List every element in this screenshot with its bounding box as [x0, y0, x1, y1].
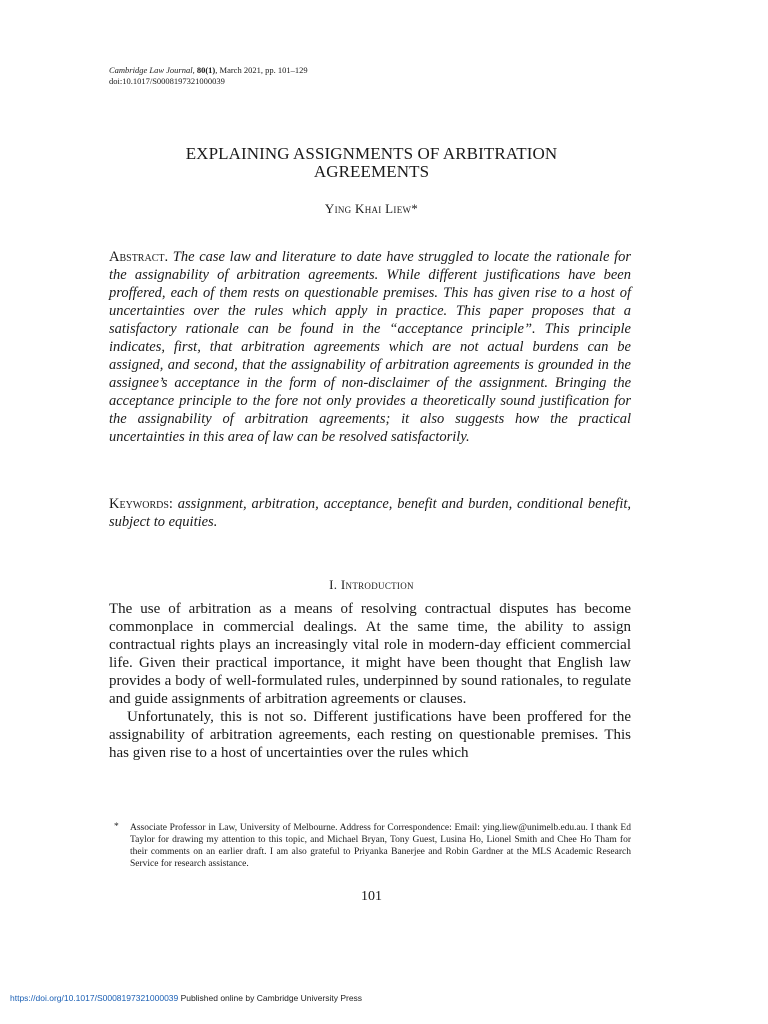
page-number: 101	[361, 889, 382, 904]
journal-volume: 80(1)	[196, 65, 216, 75]
publication-line	[10, 993, 362, 1003]
footnote-text: Associate Professor in Law, University of Melbourne. Address for Correspondence: Email: ying.liew@unimelb.edu.au. I thank Ed Taylor for drawing my attention to this topic, and Michael Bryan, Tony Guest, Lusina Ho, Lionel Smith and Chee Ho Tham for their comments on an earlier draft. I am also grateful to Priyanka Banerjee and Robin Gardner at the MLS Academic Research Service for research assistance.	[130, 823, 631, 869]
footnote-mark: *	[114, 822, 119, 832]
paragraph: Unfortunately, this is not so. Different justifications have been proffered for the assignability of arbitration agreements, each resting on questionable premises. This has given rise to a host of uncertainties over the rules which	[109, 709, 631, 761]
doi-link[interactable]: https://doi.org/10.1017/S0008197321000039	[10, 993, 179, 1003]
article-title	[109, 145, 634, 181]
paragraph: The use of arbitration as a means of resolving contractual disputes has become commonplace in commercial dealings. At the same time, the ability to assign contractual rights plays an increasingly vital role in modern-day efficient commercial life. Given their practical importance, it might have been thought that English law provides a body of well-formulated rules, underpinned by sound rationales, to regulate and guide assignments of arbitration agreements or clauses.	[109, 601, 631, 707]
abstract-label: Abstract.	[109, 249, 169, 265]
journal-doi: doi:10.1017/S0008197321000039	[109, 76, 225, 86]
author-name: Ying Khai Liew*	[324, 201, 419, 216]
citation-separator: ,	[192, 65, 197, 75]
title-line-1: EXPLAINING ASSIGNMENTS OF ARBITRATION	[185, 144, 558, 163]
journal-name: Cambridge Law Journal	[109, 65, 193, 75]
keywords-label: Keywords:	[109, 496, 173, 512]
keywords-text: assignment, arbitration, acceptance, benefit and burden, conditional benefit, subject to equities.	[109, 496, 631, 530]
body-text	[109, 600, 631, 762]
section-heading: I. Introduction	[329, 577, 414, 592]
title-line-2: AGREEMENTS	[313, 162, 430, 181]
publication-text: Published online by Cambridge University Press	[178, 993, 363, 1003]
abstract	[109, 248, 631, 446]
footnote	[114, 822, 631, 870]
journal-header	[109, 65, 308, 87]
journal-citation	[109, 65, 308, 76]
keywords	[109, 495, 631, 531]
journal-date-pages: , March 2021, pp. 101–129	[215, 65, 308, 75]
abstract-text: The case law and literature to date have struggled to locate the rationale for the assignability of arbitration agreements. While different justifications have been proffered, each of them rests on questionable premises. This has given rise to a host of uncertainties over the rules which apply in practice. This paper proposes that a satisfactory rationale can be found in the “acceptance principle”. This principle indicates, first, that arbitration agreements which are not actual burdens can be assigned, and second, that the assignability of arbitration agreements is grounded in the assignee’s acceptance in the form of non-disclaimer of the assignment. Bringing the acceptance principle to the fore not only provides a theoretically sound justification for the assignability of arbitration agreements; it also suggests how the practical uncertainties in this area of law can be resolved satisfactorily.	[109, 249, 631, 445]
